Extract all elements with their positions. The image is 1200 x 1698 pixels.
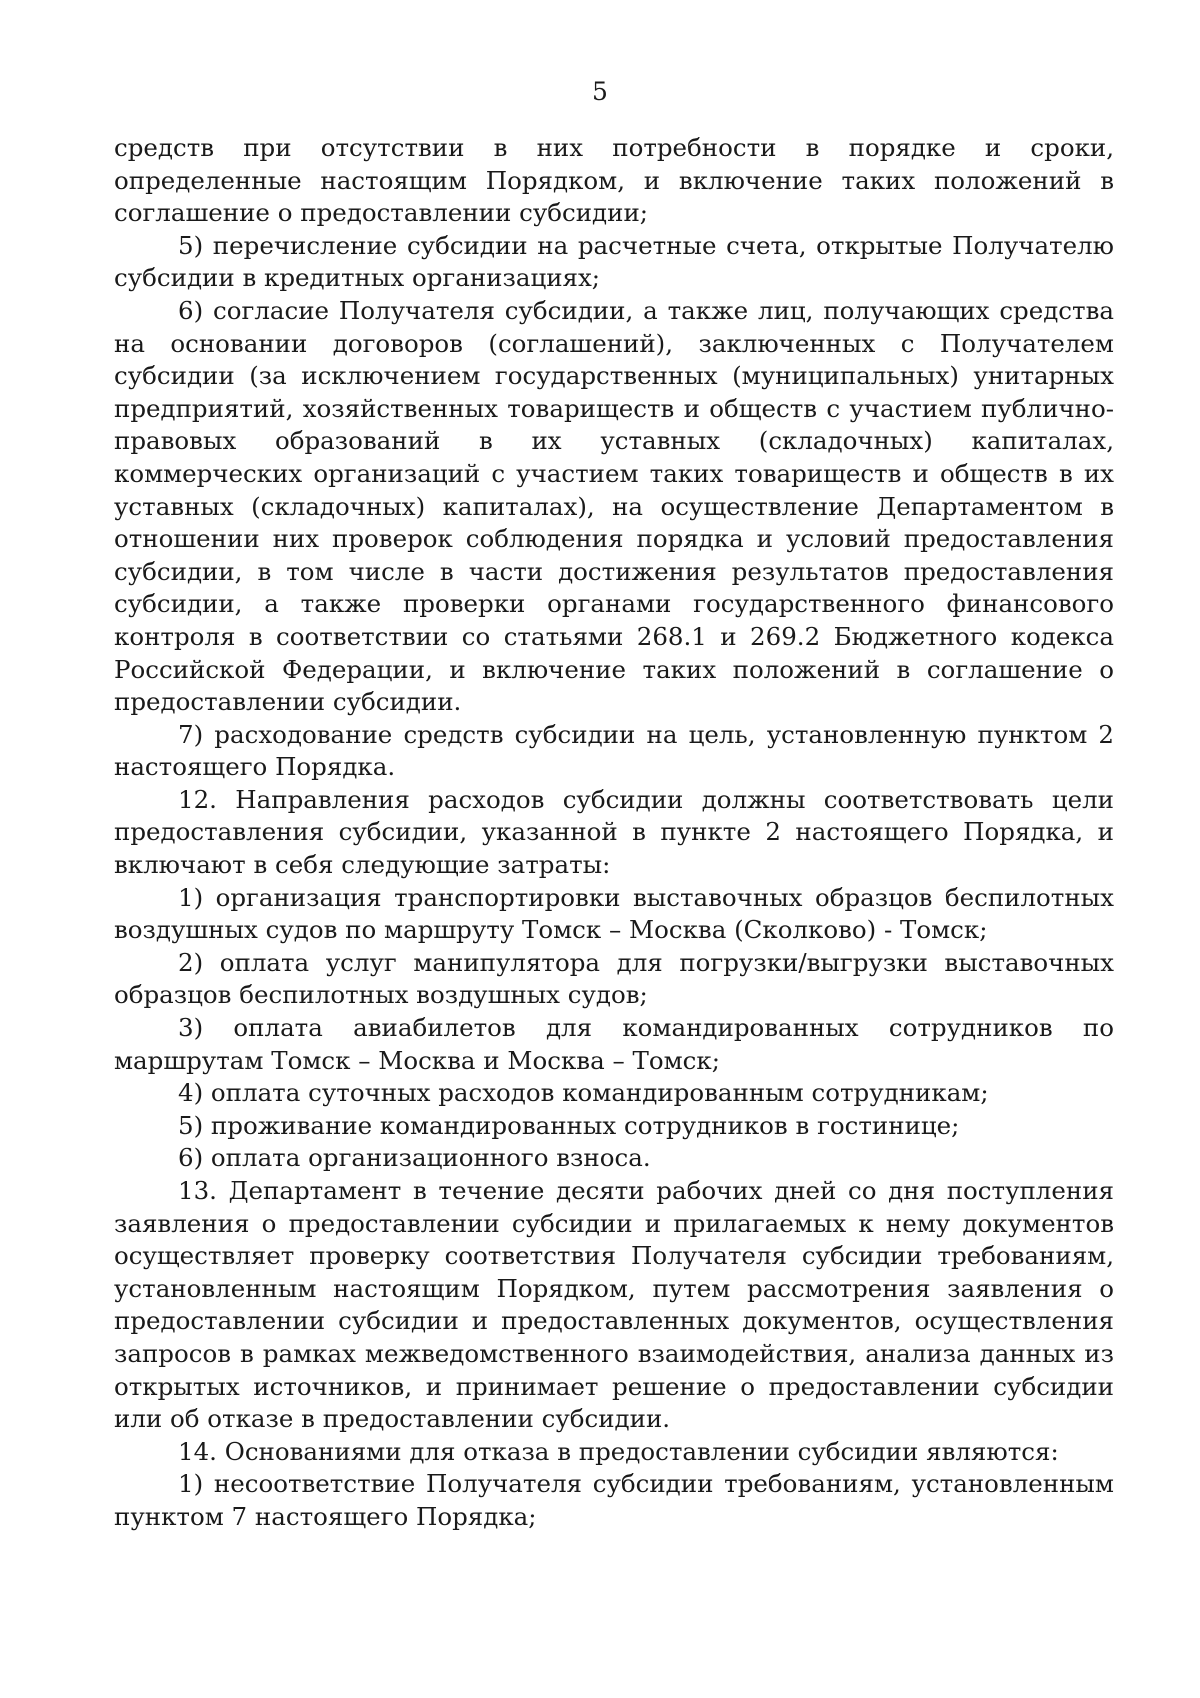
page-number: 5 <box>592 77 608 106</box>
expense-item-4-per-diem: 4) оплата суточных расходов командированным сотрудникам; <box>178 1078 989 1108</box>
document-body <box>114 132 1114 1534</box>
clause-14-refusal-grounds: 14. Основаниями для отказа в предоставлении субсидии являются: <box>178 1436 1059 1466</box>
paragraph-continuation: средств при отсутствии в них потребности в порядке и сроки, определенные настоящим Порядком, и включение таких положений в соглашение о предоставлении субсидии; <box>114 133 1114 228</box>
list-item-7-spending: 7) расходование средств субсидии на цель, установленную пунктом 2 настоящего Порядка. <box>114 719 1114 782</box>
expense-item-3-airfare: 3) оплата авиабилетов для командированных сотрудников по маршрутам Томск – Москва и Москва – Томск; <box>114 1013 1114 1075</box>
list-item-6-consent: 6) согласие Получателя субсидии, а также лиц, получающих средства на основании договоров (соглашений), заключенных с Получателем субсидии (за исключением государственных (муниципальных) унитарных предприятий, хозяйственных товариществ и обществ с участием публично-правовых образований в их уставных (складочных) капиталах, коммерческих организаций с участием таких товариществ и обществ в их уставных (складочных) капиталах), на осуществление Департаментом в отношении них проверок соблюдения порядка и условий предоставления субсидии, в том числе в части достижения результатов предоставления субсидии, а также проверки органами государственного финансового контроля в соответствии со статьями 268.1 и 269.2 Бюджетного кодекса Российской Федерации, и включение таких положений в соглашение о предоставлении субсидии. <box>114 295 1114 717</box>
expense-item-5-hotel: 5) проживание командированных сотрудников в гостинице; <box>178 1110 960 1140</box>
expense-item-2-manipulator: 2) оплата услуг манипулятора для погрузки/выгрузки выставочных образцов беспилотных воздушных судов; <box>114 947 1114 1010</box>
expense-item-6-fee: 6) оплата организационного взноса. <box>178 1143 651 1173</box>
clause-12-expense-directions: 12. Направления расходов субсидии должны соответствовать цели предоставления субсидии, указанной в пункте 2 настоящего Порядка, и включают в себя следующие затраты: <box>114 784 1114 880</box>
clause-13-review: 13. Департамент в течение десяти рабочих дней со дня поступления заявления о предоставлении субсидии и прилагаемых к нему документов осуществляет проверку соответствия Получателя субсидии требованиям, установленным настоящим Порядком, путем рассмотрения заявления о предоставлении субсидии и предоставленных документов, осуществления запросов в рамках межведомственного взаимодействия, анализа данных из открытых источников, и принимает решение о предоставлении субсидии или об отказе в предоставлении субсидии. <box>114 1176 1114 1434</box>
refusal-item-1: 1) несоответствие Получателя субсидии требованиям, установленным пунктом 7 настоящего Порядка; <box>114 1469 1114 1531</box>
list-item-5-transfer: 5) перечисление субсидии на расчетные счета, открытые Получателю субсидии в кредитных организациях; <box>114 230 1114 293</box>
expense-item-1-transport: 1) организация транспортировки выставочных образцов беспилотных воздушных судов по маршруту Томск – Москва (Сколково) - Томск; <box>114 882 1114 945</box>
